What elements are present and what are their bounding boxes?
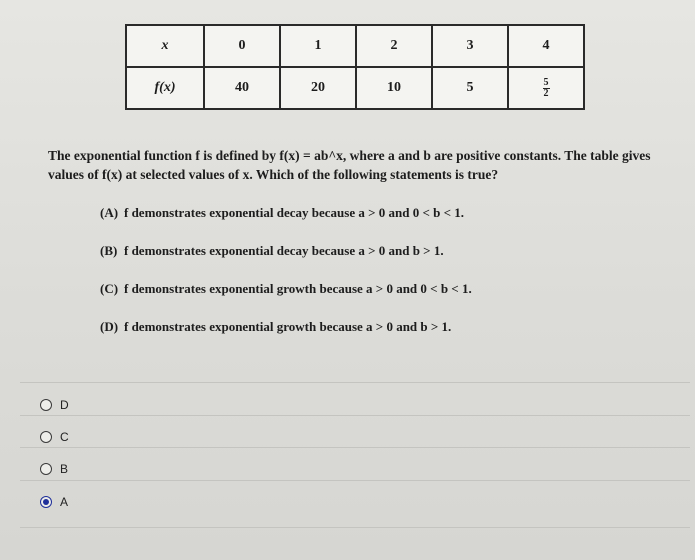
fraction: [543, 78, 550, 99]
table-row-x: [126, 25, 584, 67]
selected-dot: [43, 499, 49, 505]
choice-text: f demonstrates exponential growth because a > 0 and 0 < b < 1.: [124, 281, 472, 296]
question-text: The exponential function f is defined by f(x) = ab^x, where a and b are positive constants. The table gives values of f(x) at selected values of x. Which of the following statements is true?: [48, 148, 651, 182]
fx-cell-4: [508, 67, 584, 109]
choice-letter: (A): [100, 205, 119, 220]
choice-b: [100, 241, 472, 279]
x-cell-2: 2: [356, 25, 432, 67]
option-label: A: [60, 495, 69, 509]
fx-cell-1: 20: [280, 67, 356, 109]
choice-text: f demonstrates exponential growth because a > 0 and b > 1.: [124, 319, 452, 334]
x-cell-0: 0: [204, 25, 280, 67]
option-b[interactable]: [40, 459, 68, 479]
option-a[interactable]: [40, 492, 68, 512]
x-header: x: [126, 25, 204, 67]
fx-cell-2: 10: [356, 67, 432, 109]
x-cell-1: 1: [280, 25, 356, 67]
fx-cell-3: 5: [432, 67, 508, 109]
choice-letter: (D): [100, 319, 119, 334]
radio-button[interactable]: [40, 463, 52, 475]
option-label: B: [60, 462, 69, 476]
fx-header: f(x): [126, 67, 204, 109]
choice-text: f demonstrates exponential decay because a > 0 and 0 < b < 1.: [124, 205, 464, 220]
choice-text: f demonstrates exponential decay because a > 0 and b > 1.: [124, 243, 444, 258]
option-c[interactable]: [40, 427, 69, 447]
choice-list: [100, 203, 472, 355]
choice-d: [100, 317, 472, 355]
fx-cell-0: 40: [204, 67, 280, 109]
fraction-denominator: 2: [543, 87, 549, 99]
choice-a: [100, 203, 472, 241]
table-row-fx: [126, 67, 584, 109]
divider: [20, 480, 690, 481]
choice-c: [100, 279, 472, 317]
radio-button[interactable]: [40, 399, 52, 411]
option-label: D: [60, 398, 69, 412]
divider: [20, 527, 690, 528]
values-table: [125, 24, 585, 110]
option-d[interactable]: [40, 395, 69, 415]
choice-letter: (C): [100, 281, 119, 296]
divider: [20, 447, 690, 448]
fraction-numerator: 5: [543, 76, 549, 88]
radio-button-selected[interactable]: [40, 496, 52, 508]
option-label: C: [60, 430, 69, 444]
divider: [20, 382, 690, 383]
divider: [20, 415, 690, 416]
x-cell-3: 3: [432, 25, 508, 67]
choice-letter: (B): [100, 243, 118, 258]
x-cell-4: 4: [508, 25, 584, 67]
radio-button[interactable]: [40, 431, 52, 443]
